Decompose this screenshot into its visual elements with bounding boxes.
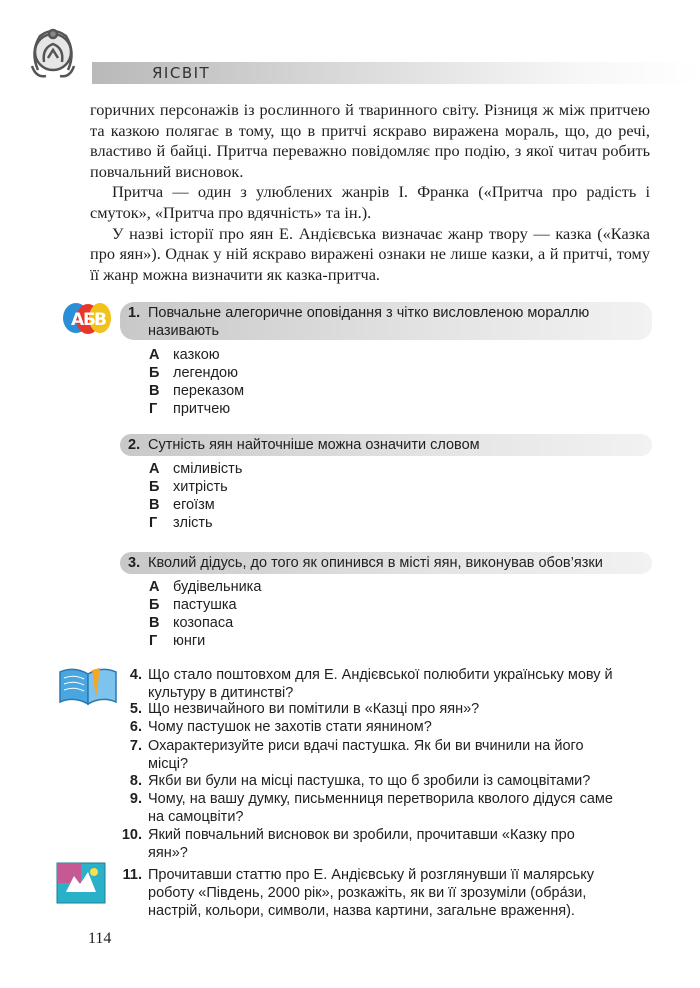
- answer-option: Б пастушка: [149, 597, 237, 613]
- question-text: Кволий дідусь, до того як опинився в місті яян, виконував обов’язки: [148, 555, 603, 571]
- intro-paragraph: Притча — один з улюблених жанрів І. Франка («Притча про радість і смуток», «Притча про вдячність» та ін.).: [90, 182, 650, 222]
- test-abv-icon: [62, 300, 112, 336]
- page-number: 114: [88, 930, 112, 947]
- question-item: 10. Який повчальний висновок ви зробили, прочитавши «Казку про яян»?: [121, 827, 575, 861]
- art-painting-icon: [56, 862, 106, 904]
- answer-option: Г притчею: [149, 401, 231, 417]
- abv-letter-a: А: [71, 310, 85, 330]
- question-number: 2.: [128, 437, 141, 453]
- answer-option: А будівельника: [149, 579, 262, 595]
- answer-option: Г злість: [149, 515, 213, 531]
- question-item: 6. Чому пастушок не захотів стати яянином?: [129, 719, 432, 735]
- answer-option: В козопаса: [149, 615, 234, 631]
- answer-option: Б легендою: [149, 365, 238, 381]
- answer-option: В переказом: [149, 383, 245, 399]
- answer-option: В егоїзм: [149, 497, 215, 513]
- intro-paragraph: горичних персонажів із рослинного й тваринного світу. Різниця ж між притчею та казкою полягає в тому, що в притчі яскраво виражена мораль, що, до речі, властиво й байці. Притча переважно повідомляє про подію, з якої читач робить повчальний висновок.: [90, 100, 650, 181]
- open-book-icon: [56, 664, 120, 708]
- answer-option: Б хитрість: [149, 479, 228, 495]
- answer-option: А сміливість: [149, 461, 243, 477]
- question-number: 1.: [128, 305, 141, 321]
- question-text: Повчальне алегоричне оповідання з чітко висловленою мораллю називають: [148, 305, 590, 339]
- abv-letter-b: Б: [83, 310, 96, 330]
- question-text: Сутність яян найточніше можна означити словом: [148, 437, 480, 453]
- answer-option: А казкою: [149, 347, 220, 363]
- question-item: 9. Чому, на вашу думку, письменниця перетворила кволого дідуся саме на самоцвіти?: [129, 791, 613, 825]
- ornament-logo-icon: [22, 22, 84, 84]
- answer-option: Г юнги: [149, 633, 206, 649]
- intro-text: [90, 100, 650, 285]
- intro-paragraph: У назві історії про яян Е. Андієвська визначає жанр твору — казка («Казка про яян»). Однак у ній яскраво виражені ознаки не лише казки, а й притчі, тому її жанр можна визначити як казка-притча.: [90, 223, 650, 284]
- question-number: 3.: [128, 555, 141, 571]
- header-title: ЯІСВІТ: [152, 64, 211, 82]
- task-item: 11. Прочитавши статтю про Е. Андієвську й розглянувши її малярську роботу «Південь, 2000 рік», розкажіть, як ви її зрозуміли (обра́зи, настрій, кольори, символи, назва картини, загальне враження).: [122, 867, 594, 919]
- question-item: 8. Якби ви були на місці пастушка, то що б зробили із самоцвітами?: [129, 773, 591, 789]
- question-item: 4. Що стало поштовхом для Е. Андієвської полюбити українську мову й культуру в дитинстві?: [129, 667, 613, 701]
- question-item: 5. Що незвичайного ви помітили в «Казці про яян»?: [129, 701, 480, 717]
- abv-letter-v: В: [94, 310, 107, 330]
- question-item: 7. Охарактеризуйте риси вдачі пастушка. Як би ви вчинили на його місці?: [129, 738, 584, 772]
